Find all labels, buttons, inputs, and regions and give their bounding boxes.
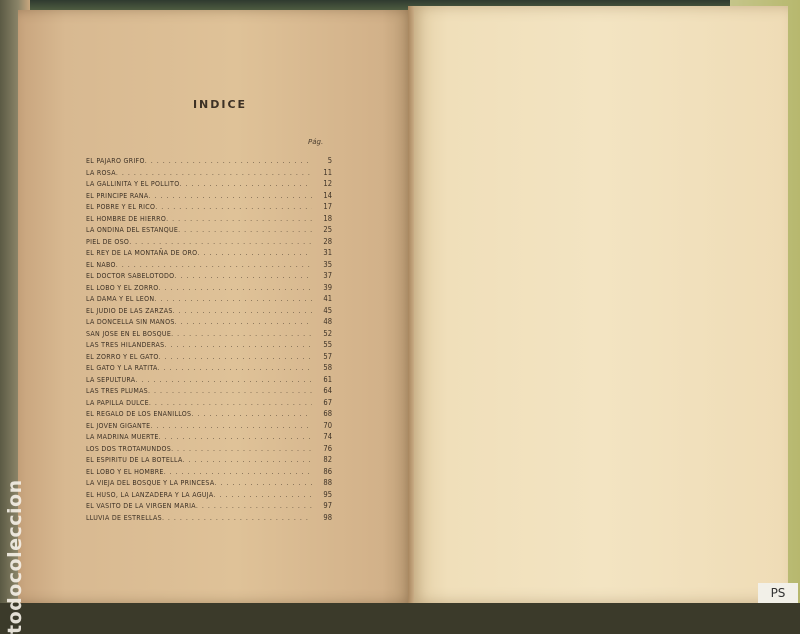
right-page-blank: [410, 6, 788, 603]
toc-entry-title: LA MADRINA MUERTE: [86, 433, 159, 441]
toc-leader-dots: [175, 317, 312, 328]
toc-entry-title: EL ESPIRITU DE LA BOTELLA: [86, 456, 183, 464]
watermark: todocoleccion: [4, 479, 26, 634]
toc-leader-dots: [116, 168, 312, 179]
toc-entry: [86, 431, 332, 443]
toc-entry-page: 88: [323, 478, 332, 487]
toc-entry-page: 82: [323, 455, 332, 464]
toc-entry-page: 35: [323, 259, 332, 269]
toc-entry-page: 97: [323, 501, 332, 510]
toc-leader-dots: [154, 294, 312, 305]
toc-leader-dots: [191, 409, 312, 420]
toc-entry-page: 58: [323, 363, 332, 372]
toc-entry-page: 37: [323, 271, 332, 280]
toc-entry-page: 70: [323, 420, 332, 430]
toc-entry-title: LAS TRES PLUMAS: [86, 387, 148, 395]
toc-entry: [86, 466, 332, 478]
toc-leader-dots: [150, 421, 312, 432]
toc-entry-title: EL PAJARO GRIFO: [86, 157, 145, 165]
toc-leader-dots: [179, 179, 312, 190]
toc-entry: [86, 397, 332, 409]
toc-entry: [86, 270, 332, 282]
toc-entry-title: EL REY DE LA MONTAÑA DE ORO: [86, 249, 198, 257]
toc-entry: [86, 190, 332, 202]
toc-entry: [86, 316, 332, 328]
toc-entry-title: EL REGALO DE LOS ENANILLOS: [86, 410, 192, 418]
toc-entry-title: LA GALLINITA Y EL POLLITO: [86, 180, 180, 188]
toc-entry-page: 39: [323, 282, 332, 292]
toc-entry: [86, 178, 332, 190]
toc-entry: [86, 500, 332, 512]
toc-entry-page: 61: [323, 374, 332, 384]
toc-entry-title: SAN JOSE EN EL BOSQUE: [86, 329, 172, 338]
toc-entry-page: 74: [323, 432, 332, 441]
toc-entry-title: PIEL DE OSO: [86, 237, 130, 246]
toc-leader-dots: [155, 202, 312, 213]
toc-entry-title: LA PAPILLA DULCE: [86, 398, 149, 407]
toc-entry-page: 48: [323, 317, 332, 326]
toc-entry: [86, 477, 332, 489]
toc-leader-dots: [196, 501, 312, 512]
toc-entry: [86, 305, 332, 317]
toc-entry-title: EL HUSO, LA LANZADERA Y LA AGUJA: [86, 490, 214, 499]
toc-entry: [86, 247, 332, 259]
toc-leader-dots: [213, 490, 312, 501]
toc-entry: [86, 155, 332, 167]
toc-entry-title: LA ROSA: [86, 168, 116, 177]
toc-leader-dots: [166, 214, 312, 225]
toc-entry-page: 64: [323, 386, 332, 395]
toc-entry: [86, 374, 332, 386]
toc-entry: [86, 201, 332, 213]
toc-leader-dots: [183, 455, 312, 466]
toc-entry: [86, 224, 332, 236]
toc-entry: [86, 512, 332, 524]
toc-leader-dots: [159, 352, 312, 363]
toc-entry-page: 86: [323, 466, 332, 476]
toc-entry-page: 12: [323, 179, 332, 188]
toc-entry-page: 17: [323, 202, 332, 211]
toc-entry: [86, 454, 332, 466]
toc-entry: [86, 362, 332, 374]
index-title: INDICE: [192, 98, 248, 111]
toc-entry-title: LLUVIA DE ESTRELLAS: [86, 513, 162, 522]
toc-entry-page: 14: [323, 190, 332, 200]
toc-entry-page: 95: [323, 489, 332, 499]
toc-entry: [86, 339, 332, 351]
toc-entry: [86, 385, 332, 397]
toc-leader-dots: [129, 237, 312, 248]
toc-entry-title: EL PRINCIPE RANA: [86, 191, 149, 200]
page-column-label: Pág.: [308, 138, 324, 146]
toc-entry-title: EL LOBO Y EL ZORRO: [86, 283, 159, 292]
toc-entry-title: EL ZORRO Y EL GATO: [86, 352, 159, 361]
toc-entry: [86, 443, 332, 455]
toc-entry-page: 68: [323, 409, 332, 418]
table-of-contents: [86, 155, 332, 523]
toc-entry-title: EL NABO: [86, 260, 116, 269]
toc-leader-dots: [159, 432, 312, 443]
toc-leader-dots: [164, 340, 312, 351]
toc-entry-title: EL DOCTOR SABELOTODO: [86, 272, 175, 280]
toc-entry: [86, 293, 332, 305]
toc-entry-title: LA DAMA Y EL LEON: [86, 295, 155, 303]
toc-entry-page: 55: [323, 340, 332, 349]
toc-leader-dots: [214, 478, 312, 489]
toc-entry-title: EL JUDIO DE LAS ZARZAS: [86, 306, 173, 315]
corner-label: PS: [758, 583, 798, 603]
toc-entry-page: 45: [323, 305, 332, 315]
toc-entry-title: LOS DOS TROTAMUNDOS: [86, 444, 172, 453]
toc-entry-title: EL VASITO DE LA VIRGEN MARIA: [86, 502, 196, 510]
toc-entry-page: 18: [323, 213, 332, 223]
toc-entry-page: 67: [323, 397, 332, 407]
toc-entry-title: EL LOBO Y EL HOMBRE: [86, 467, 164, 476]
toc-entry: [86, 328, 332, 340]
toc-leader-dots: [162, 513, 312, 524]
toc-entry-page: 76: [323, 443, 332, 453]
book-gutter: [408, 6, 414, 603]
toc-leader-dots: [149, 398, 312, 409]
toc-entry-title: LA ONDINA DEL ESTANQUE: [86, 226, 179, 234]
toc-leader-dots: [116, 260, 312, 271]
toc-entry: [86, 489, 332, 501]
toc-entry-title: LA VIEJA DEL BOSQUE Y LA PRINCESA: [86, 479, 215, 487]
toc-entry: [86, 351, 332, 363]
toc-leader-dots: [159, 283, 312, 294]
toc-leader-dots: [173, 306, 312, 317]
toc-entry-title: LAS TRES HILANDERAS: [86, 341, 165, 349]
toc-entry-title: LA DONCELLA SIN MANOS: [86, 318, 175, 326]
toc-leader-dots: [164, 467, 312, 478]
toc-entry-page: 98: [323, 512, 332, 522]
toc-entry-page: 52: [323, 328, 332, 338]
toc-leader-dots: [148, 191, 312, 202]
toc-entry-page: 28: [323, 236, 332, 246]
toc-leader-dots: [145, 156, 312, 167]
toc-entry: [86, 282, 332, 294]
toc-entry: [86, 259, 332, 271]
toc-leader-dots: [174, 271, 312, 282]
toc-entry-page: 57: [323, 351, 332, 361]
toc-entry-title: EL POBRE Y EL RICO: [86, 203, 156, 211]
toc-entry: [86, 408, 332, 420]
toc-leader-dots: [135, 375, 312, 386]
toc-entry: [86, 213, 332, 225]
toc-entry-title: EL JOVEN GIGANTE: [86, 421, 151, 430]
toc-entry-title: LA SEPULTURA: [86, 375, 136, 384]
toc-entry-page: 11: [323, 167, 332, 177]
toc-leader-dots: [171, 444, 312, 455]
toc-entry-title: EL HOMBRE DE HIERRO: [86, 214, 167, 223]
toc-entry: [86, 236, 332, 248]
toc-entry-title: EL GATO Y LA RATITA: [86, 364, 158, 372]
toc-leader-dots: [148, 386, 312, 397]
toc-leader-dots: [158, 363, 312, 374]
toc-entry-page: 25: [323, 225, 332, 234]
toc-entry: [86, 167, 332, 179]
toc-leader-dots: [171, 329, 312, 340]
toc-entry-page: 5: [327, 156, 332, 165]
toc-leader-dots: [197, 248, 312, 259]
toc-entry-page: 31: [323, 248, 332, 257]
toc-entry-page: 41: [323, 294, 332, 303]
toc-entry: [86, 420, 332, 432]
toc-leader-dots: [178, 225, 312, 236]
